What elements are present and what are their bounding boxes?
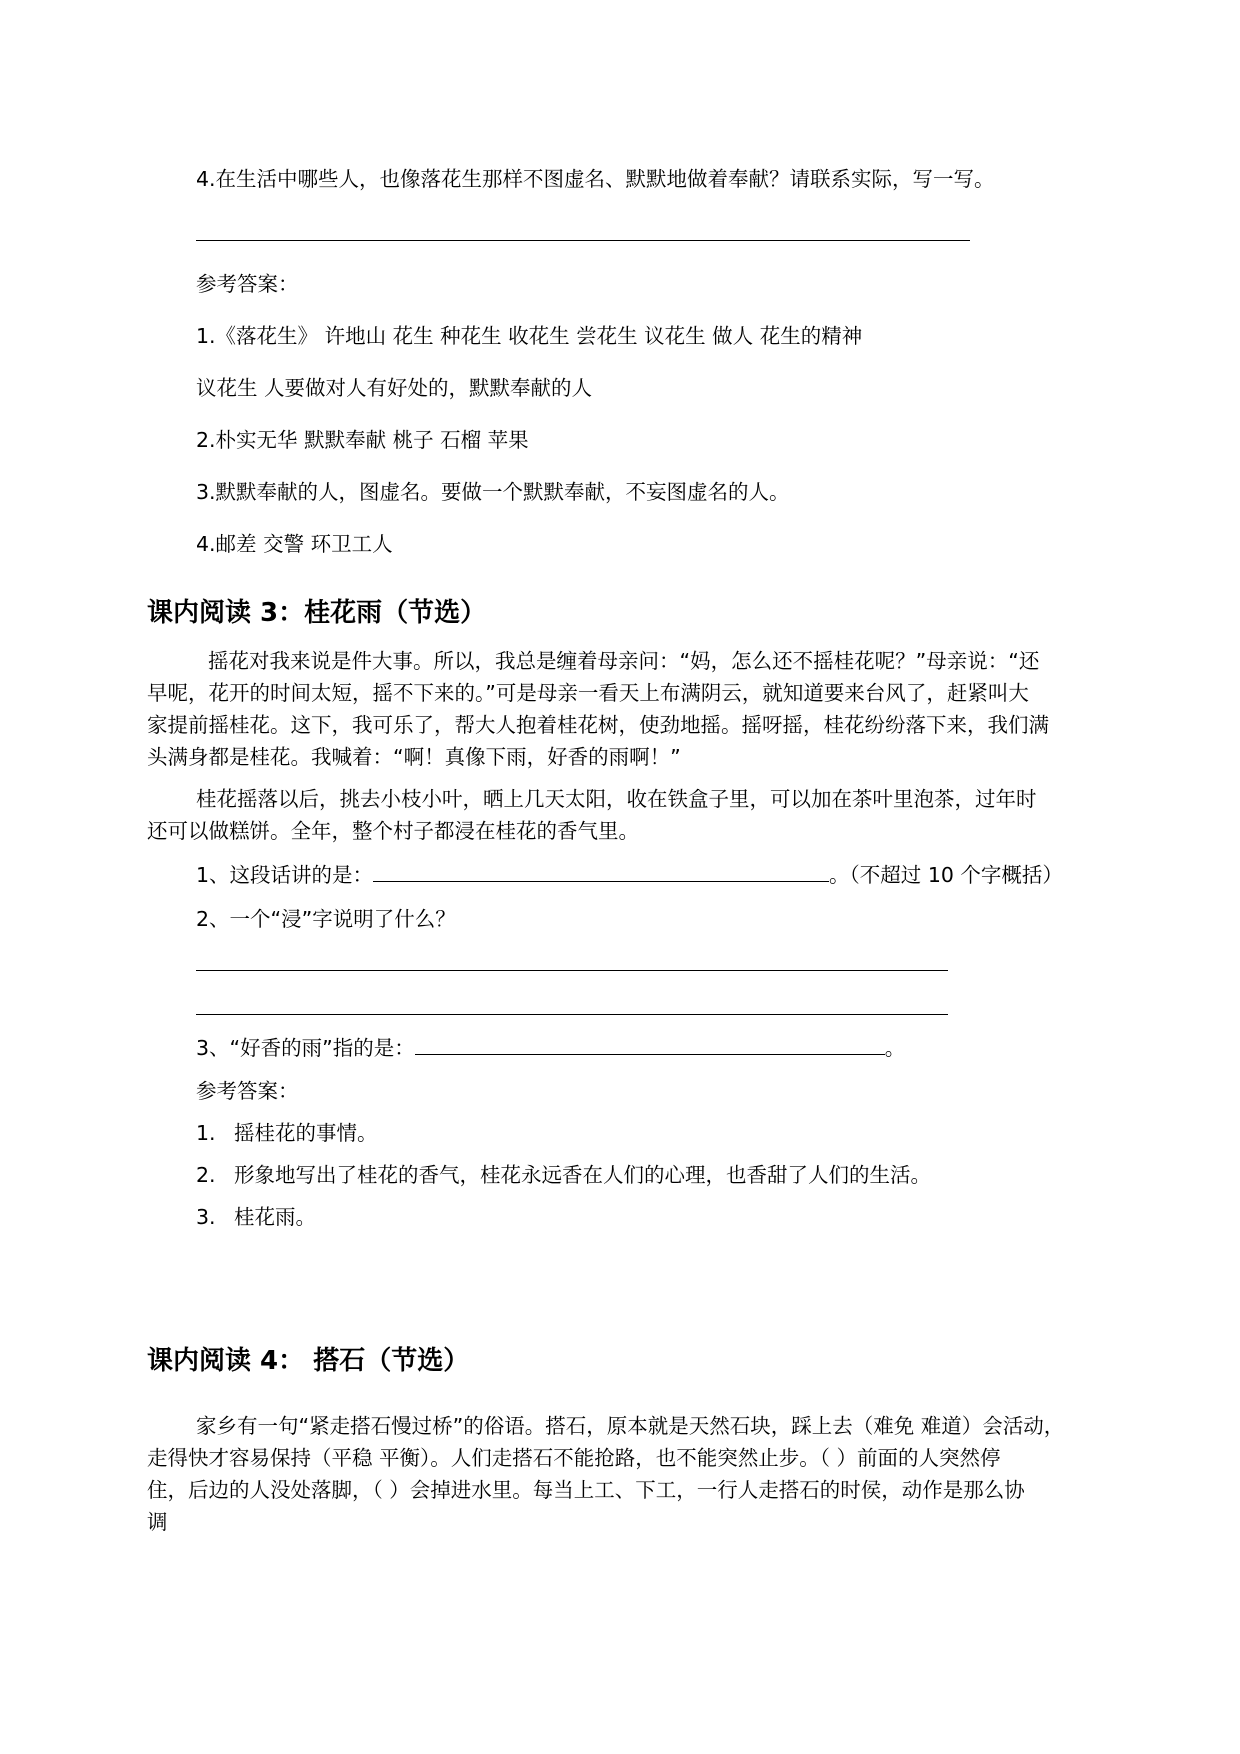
answer-number: 3.	[196, 1205, 216, 1229]
answer-line: 议花生 人要做对人有好处的，默默奉献的人	[196, 376, 593, 400]
paragraph-line: 桂花摇落以后，挑去小枝小叶，晒上几天太阳，收在铁盒子里，可以加在茶叶里泡茶，过年时	[196, 787, 1037, 811]
paragraph-line: 走得快才容易保持（平稳 平衡）。人们走搭石不能抢路，也不能突然止步。（ ）前面的人突然停	[147, 1446, 1001, 1470]
paragraph-line: 调	[147, 1510, 168, 1534]
answer-blank[interactable]	[415, 1036, 885, 1055]
question-4: 4.在生活中哪些人，也像落花生那样不图虚名、默默地做着奉献？请联系实际，写一写。	[196, 167, 995, 191]
question-1-prefix: 1、这段话讲的是：	[196, 863, 374, 887]
answer-line: 4.邮差 交警 环卫工人	[196, 532, 393, 556]
question-1-suffix: 。（不超过 10 个字概括）	[829, 863, 1063, 887]
question-3-prefix: 3、“好香的雨”指的是：	[196, 1036, 415, 1060]
paragraph-line: 早呢，花开的时间太短，摇不下来的。”可是母亲一看天上布满阴云，就知道要来台风了，赶紧叫大	[147, 681, 1029, 705]
answer-blank[interactable]	[373, 863, 829, 882]
answer-label: 参考答案：	[196, 1079, 299, 1103]
answer-blank-line	[196, 1014, 948, 1015]
paragraph-line: 头满身都是桂花。我喊着：“啊！真像下雨，好香的雨啊！”	[147, 745, 681, 769]
section-title: 课内阅读 3：桂花雨（节选）	[147, 598, 487, 628]
answer-text: 桂花雨。	[234, 1205, 316, 1229]
paragraph-line: 家提前摇桂花。这下，我可乐了，帮大人抱着桂花树，使劲地摇。摇呀摇，桂花纷纷落下来，我们满	[147, 713, 1049, 737]
answer-number: 2.	[196, 1163, 216, 1187]
paragraph-line: 摇花对我来说是件大事。所以，我总是缠着母亲问：“妈，怎么还不摇桂花呢？”母亲说：“还	[208, 649, 1040, 673]
question-3-suffix: 。	[884, 1036, 906, 1060]
answer-line: 1.《落花生》 许地山 花生 种花生 收花生 尝花生 议花生 做人 花生的精神	[196, 324, 863, 348]
answer-text: 摇桂花的事情。	[234, 1121, 378, 1145]
answer-line: 3.默默奉献的人，图虚名。要做一个默默奉献，不妄图虚名的人。	[196, 480, 790, 504]
answer-blank-line	[196, 240, 970, 241]
paragraph-line: 家乡有一句“紧走搭石慢过桥”的俗语。搭石，原本就是天然石块，踩上去（难免 难道）会活动，	[196, 1414, 1065, 1438]
question-1	[196, 860, 1063, 890]
section-title: 课内阅读 4： 搭石（节选）	[147, 1346, 470, 1376]
answer-label: 参考答案：	[196, 272, 299, 296]
answer-item	[196, 1118, 378, 1148]
answer-line: 2.朴实无华 默默奉献 桃子 石榴 苹果	[196, 428, 529, 452]
answer-number: 1.	[196, 1121, 216, 1145]
question-2: 2、一个“浸”字说明了什么？	[196, 907, 456, 931]
paragraph-line: 还可以做糕饼。全年，整个村子都浸在桂花的香气里。	[147, 819, 639, 843]
answer-text: 形象地写出了桂花的香气，桂花永远香在人们的心理，也香甜了人们的生活。	[234, 1163, 931, 1187]
answer-item	[196, 1202, 316, 1232]
question-3	[196, 1033, 905, 1063]
answer-item	[196, 1160, 931, 1190]
paragraph-line: 住，后边的人没处落脚，（ ）会掉进水里。每当上工、下工，一行人走搭石的时侯，动作是那么协	[147, 1478, 1025, 1502]
answer-blank-line	[196, 970, 948, 971]
